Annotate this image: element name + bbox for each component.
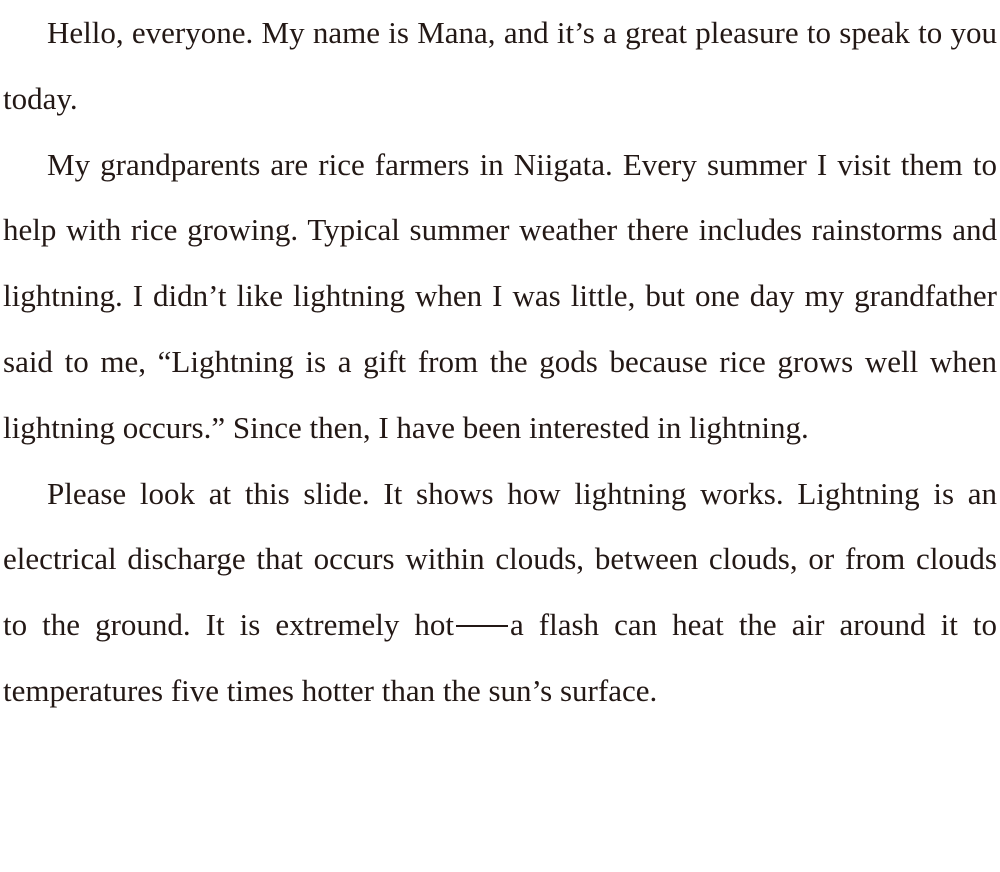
paragraph-slide-part-2: a flash can heat the air around it to temperatures five times hotter than the sun’s surface.: [3, 607, 997, 708]
speech-text: [3, 0, 997, 724]
paragraph-grandparents: My grandparents are rice farmers in Niigata. Every summer I visit them to help with rice growing. Typical summer weather there includes rainstorms and lightning. I didn’t like lightning when I was little, but one day my grandfather said to me, “Lightning is a gift from the gods because rice grows well when lightning occurs.” Since then, I have been interested in lightning.: [3, 146, 997, 445]
paragraph-slide-part-1: Please look at this slide. It shows how lightning works. Lightning is an electrical discharge that occurs within clouds, between clouds, or from clouds to the ground. It is extremely hot: [3, 475, 997, 643]
em-dash: [456, 625, 508, 627]
paragraph-greeting: Hello, everyone. My name is Mana, and it’s a great pleasure to speak to you today.: [3, 15, 997, 116]
paragraph-slide: [3, 461, 997, 724]
